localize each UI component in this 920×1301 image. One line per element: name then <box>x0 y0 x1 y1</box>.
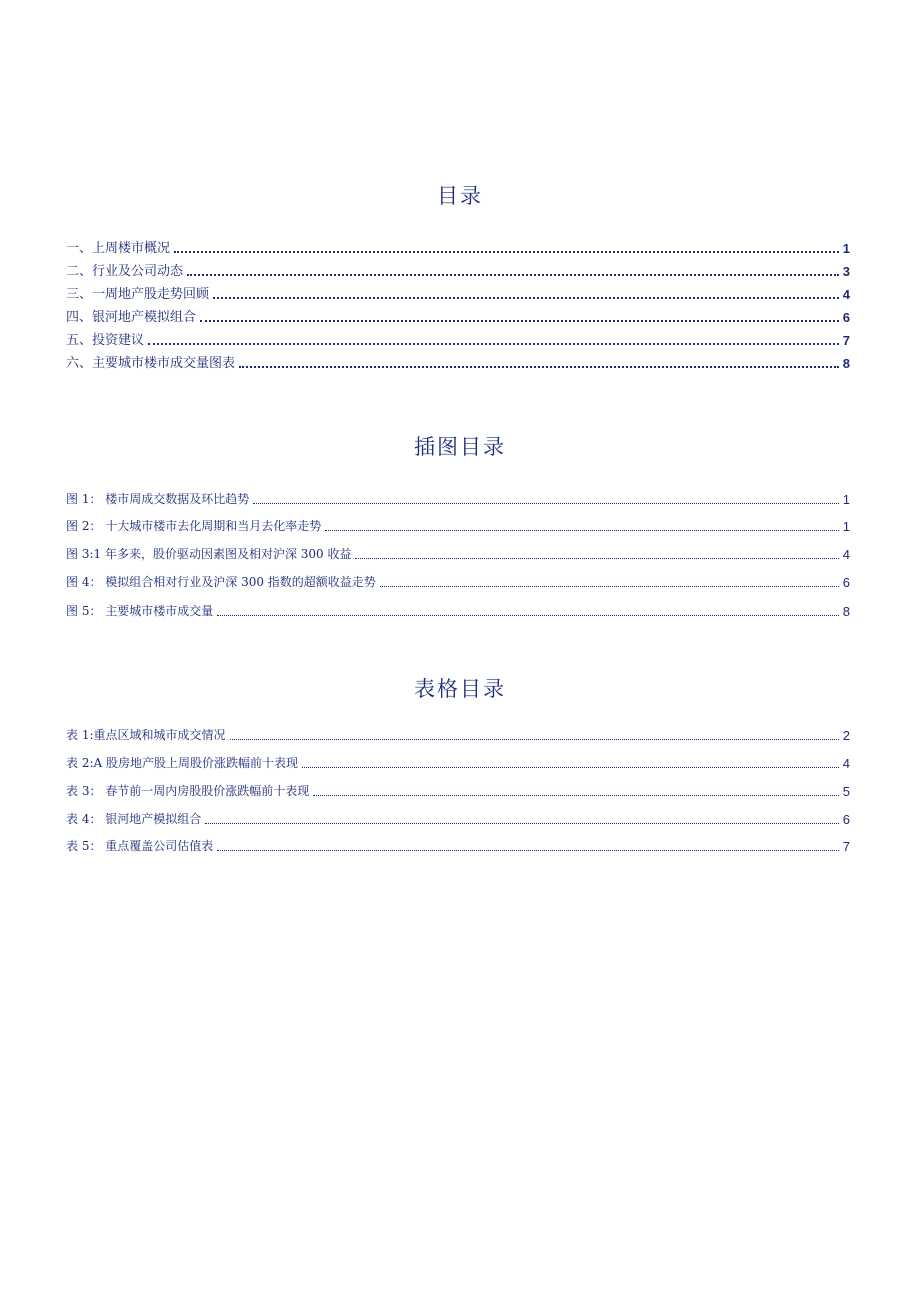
figures-toc-list <box>66 478 850 619</box>
toc-list <box>66 233 850 371</box>
figure-entry-label: 图 5： 主要城市楼市成交量 <box>66 604 214 618</box>
toc-entry-page: 1 <box>842 241 850 256</box>
figure-entry-5[interactable] <box>66 590 850 619</box>
table-entry-2[interactable] <box>66 743 850 771</box>
dot-leader <box>148 333 839 345</box>
table-entry-4[interactable] <box>66 799 850 827</box>
figure-entry-4[interactable] <box>66 562 850 590</box>
table-entry-5[interactable] <box>66 827 850 854</box>
figure-entry-1[interactable] <box>66 478 850 507</box>
table-entry-label: 表 2:A 股房地产股上周股价涨跌幅前十表现 <box>66 756 298 770</box>
figure-entry-2[interactable] <box>66 507 850 534</box>
table-entry-page: 2 <box>842 728 850 743</box>
table-entry-3[interactable] <box>66 771 850 799</box>
figure-entry-3[interactable] <box>66 534 850 562</box>
figure-entry-page: 6 <box>842 575 850 590</box>
dot-leader <box>213 287 839 299</box>
toc-entry-2[interactable] <box>66 256 850 279</box>
toc-entry-label: 五、投资建议 <box>66 333 145 348</box>
tables-toc-title: 表格目录 <box>414 677 506 701</box>
dot-leader <box>239 356 839 368</box>
dot-leader <box>200 310 839 322</box>
table-entry-page: 6 <box>842 812 850 827</box>
dot-leader <box>230 729 839 740</box>
dot-leader <box>174 241 839 253</box>
toc-entry-6[interactable] <box>66 348 850 371</box>
dot-leader <box>302 757 839 768</box>
toc-entry-4[interactable] <box>66 302 850 325</box>
toc-entry-page: 3 <box>842 264 850 279</box>
toc-entry-5[interactable] <box>66 325 850 348</box>
figure-entry-page: 1 <box>842 492 850 507</box>
table-entry-page: 4 <box>842 756 850 771</box>
toc-entry-label: 一、上周楼市概况 <box>66 241 171 256</box>
table-entry-label: 表 3： 春节前一周内房股股价涨跌幅前十表现 <box>66 784 310 798</box>
dot-leader <box>355 548 838 559</box>
toc-entry-page: 8 <box>842 356 850 371</box>
dot-leader <box>217 605 839 616</box>
table-entry-label: 表 1:重点区域和城市成交情况 <box>66 728 226 742</box>
table-entry-1[interactable] <box>66 716 850 743</box>
figures-toc-title: 插图目录 <box>414 435 506 459</box>
toc-entry-label: 二、行业及公司动态 <box>66 264 184 279</box>
figure-entry-page: 8 <box>842 604 850 619</box>
figure-entry-label: 图 2： 十大城市楼市去化周期和当月去化率走势 <box>66 519 322 533</box>
table-entry-page: 5 <box>842 784 850 799</box>
toc-entry-label: 三、一周地产股走势回顾 <box>66 287 210 302</box>
table-entry-label: 表 4： 银河地产模拟组合 <box>66 812 202 826</box>
figure-entry-label: 图 4： 模拟组合相对行业及沪深 300 指数的超额收益走势 <box>66 575 376 589</box>
table-entry-label: 表 5： 重点覆盖公司估值表 <box>66 839 214 853</box>
toc-entry-3[interactable] <box>66 279 850 302</box>
table-entry-page: 7 <box>842 839 850 854</box>
toc-entry-page: 4 <box>842 287 850 302</box>
figure-entry-page: 1 <box>842 519 850 534</box>
figure-entry-label: 图 1： 楼市周成交数据及环比趋势 <box>66 492 250 506</box>
dot-leader <box>380 576 839 587</box>
dot-leader <box>325 520 839 531</box>
dot-leader <box>205 813 839 824</box>
toc-entry-page: 7 <box>842 333 850 348</box>
figure-entry-page: 4 <box>842 547 850 562</box>
toc-entry-page: 6 <box>842 310 850 325</box>
dot-leader <box>217 840 839 851</box>
toc-entry-label: 四、银河地产模拟组合 <box>66 310 197 325</box>
toc-entry-label: 六、主要城市楼市成交量图表 <box>66 356 236 371</box>
figure-entry-label: 图 3:1 年多来，股价驱动因素图及相对沪深 300 收益 <box>66 547 352 561</box>
tables-toc-list <box>66 716 850 854</box>
dot-leader <box>187 264 839 276</box>
toc-title: 目录 <box>437 184 483 208</box>
dot-leader <box>253 493 839 504</box>
toc-entry-1[interactable] <box>66 233 850 256</box>
dot-leader <box>313 785 839 796</box>
